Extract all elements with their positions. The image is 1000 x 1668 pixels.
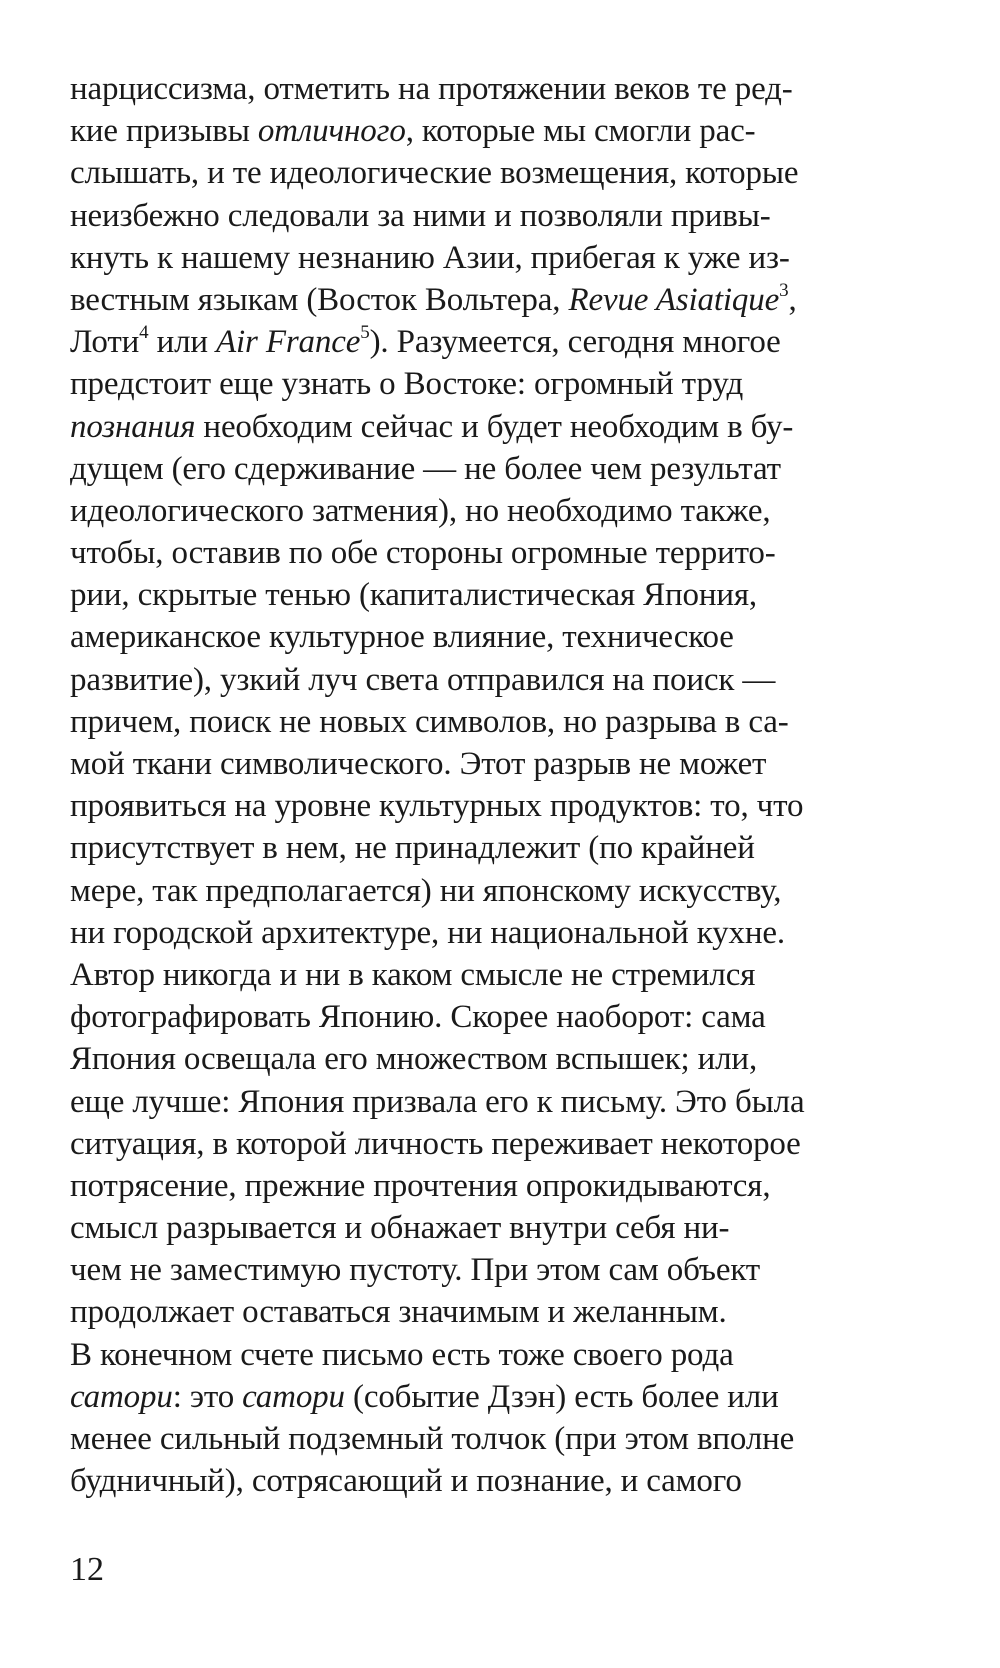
- text-segment: мере, так предполагается) ни японскому искусству,: [70, 872, 782, 909]
- text-segment: , которые мы смогли рас-: [405, 113, 756, 150]
- text-line: [70, 68, 950, 110]
- text-segment: кие призывы: [70, 113, 258, 150]
- text-segment: слышать, и те идеологические возмещения, которые: [70, 155, 799, 192]
- text-segment: Лоти: [70, 324, 140, 361]
- text-segment: ,: [788, 281, 797, 318]
- text-line: [70, 1376, 950, 1418]
- italic-text: Revue Asiatique: [568, 281, 780, 318]
- text-segment: еще лучше: Япония призвала его к письму. Это была: [70, 1083, 805, 1120]
- text-segment: В конечном счете письмо есть тоже своего рода: [70, 1336, 734, 1373]
- text-segment: предстоит еще узнать о Востоке: огромный труд: [70, 366, 744, 403]
- page-number: 12: [70, 1551, 104, 1588]
- footnote-marker: 5: [360, 322, 370, 344]
- text-segment: или: [148, 324, 217, 361]
- text-segment: идеологического затмения), но необходимо также,: [70, 492, 771, 529]
- text-line: [70, 870, 950, 912]
- text-line: [70, 574, 950, 616]
- text-segment: дущем (его сдерживание — не более чем результат: [70, 450, 781, 487]
- text-segment: чтобы, оставив по обе стороны огромные террито-: [70, 535, 776, 572]
- text-line: [70, 448, 950, 490]
- text-segment: менее сильный подземный толчок (при этом вполне: [70, 1421, 795, 1457]
- text-segment: вестным языкам (Восток Вольтера,: [70, 281, 569, 318]
- text-segment: фотографировать Японию. Скорее наоборот: сама: [70, 999, 766, 1036]
- text-line: [70, 827, 950, 869]
- text-line: [70, 1249, 950, 1291]
- text-segment: присутствует в нем, не принадлежит (по крайней: [70, 830, 755, 867]
- text-line: [70, 237, 950, 279]
- text-line: [70, 616, 950, 658]
- text-line: [70, 1207, 950, 1249]
- text-segment: кнуть к нашему незнанию Азии, прибегая к уже из-: [70, 239, 790, 276]
- text-line: [70, 1460, 950, 1502]
- italic-text: познания: [70, 408, 196, 445]
- text-segment: нарциссизма, отметить на протяжении веков те ред-: [70, 71, 793, 107]
- text-line: [70, 532, 950, 574]
- text-line: [70, 1038, 950, 1080]
- text-segment: продолжает оставаться значимым и желанным.: [70, 1294, 727, 1331]
- text-line: [70, 1123, 950, 1165]
- text-segment: развитие), узкий луч света отправился на поиск —: [70, 661, 776, 698]
- text-segment: : это: [172, 1378, 243, 1415]
- text-segment: американское культурное влияние, техническое: [70, 619, 734, 656]
- text-segment: мой ткани символического. Этот разрыв не может: [70, 746, 767, 782]
- text-line: [70, 912, 950, 954]
- text-line: [70, 701, 950, 743]
- text-line: [70, 1291, 950, 1333]
- text-segment: неизбежно следовали за ними и позволяли привы-: [70, 197, 771, 234]
- italic-text: сатори: [242, 1378, 345, 1415]
- text-line: [70, 785, 950, 827]
- text-segment: смысл разрывается и обнажает внутри себя ни-: [70, 1210, 730, 1247]
- body-text: [70, 68, 950, 1502]
- text-line: [70, 490, 950, 532]
- text-segment: Автор никогда и ни в каком смысле не стремился: [70, 956, 756, 993]
- italic-text: Air France: [216, 324, 361, 361]
- text-line: [70, 110, 950, 152]
- text-segment: проявиться на уровне культурных продуктов: то, что: [70, 788, 804, 825]
- text-line: [70, 406, 950, 448]
- text-segment: (событие Дзэн) есть более или: [344, 1378, 779, 1415]
- text-segment: ситуация, в которой личность переживает некоторое: [70, 1125, 801, 1162]
- text-segment: рии, скрытые тенью (капиталистическая Япония,: [70, 577, 758, 614]
- text-line: [70, 1081, 950, 1123]
- italic-text: сатори: [70, 1378, 173, 1415]
- text-line: [70, 195, 950, 237]
- text-line: [70, 659, 950, 701]
- text-line: [70, 1165, 950, 1207]
- text-line: [70, 1418, 950, 1460]
- text-line: [70, 152, 950, 194]
- text-line: [70, 363, 950, 405]
- text-segment: необходим сейчас и будет необходим в бу-: [195, 408, 794, 445]
- footnote-marker: 3: [779, 279, 789, 301]
- text-segment: ). Разумеется, сегодня многое: [369, 324, 781, 361]
- text-segment: Япония освещала его множеством вспышек; или,: [70, 1041, 758, 1078]
- text-line: [70, 279, 950, 321]
- text-segment: потрясение, прежние прочтения опрокидываются,: [70, 1167, 771, 1204]
- text-line: [70, 743, 950, 785]
- text-segment: чем не заместимую пустоту. При этом сам объект: [70, 1252, 761, 1289]
- text-line: [70, 321, 950, 363]
- text-segment: ни городской архитектуре, ни национальной кухне.: [70, 914, 785, 951]
- text-line: [70, 1334, 950, 1376]
- text-line: [70, 954, 950, 996]
- italic-text: отличного: [257, 113, 406, 150]
- footnote-marker: 4: [139, 322, 149, 344]
- text-line: [70, 996, 950, 1038]
- text-segment: будничный), сотрясающий и познание, и самого: [70, 1463, 742, 1500]
- text-segment: причем, поиск не новых символов, но разрыва в са-: [70, 703, 789, 740]
